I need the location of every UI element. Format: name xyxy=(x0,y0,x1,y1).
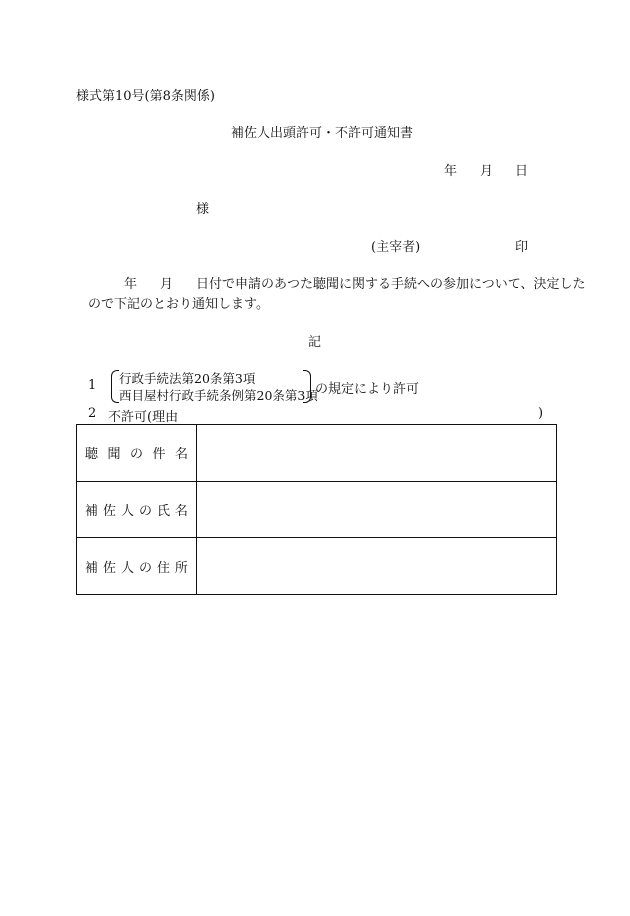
item-2-number: 2 xyxy=(88,406,97,421)
seal-mark: 印 xyxy=(515,240,529,255)
body-line2: ので下記のとおり通知します。 xyxy=(88,297,269,312)
label-char: の xyxy=(138,560,152,576)
ki-heading: 記 xyxy=(308,335,322,350)
label-char: の xyxy=(138,503,152,519)
info-table xyxy=(76,424,557,595)
label-char: 補 xyxy=(85,560,99,576)
table-row xyxy=(77,425,557,482)
label-char: 名 xyxy=(174,503,188,519)
label-char: 住 xyxy=(156,560,170,576)
item-1-suffix: の規定により許可 xyxy=(315,382,420,397)
label-char: 所 xyxy=(174,560,188,576)
right-brace xyxy=(303,370,311,403)
body-month: 月 xyxy=(160,277,174,292)
left-brace xyxy=(111,370,119,403)
label-assistant-name xyxy=(77,481,197,538)
value-assistant-name[interactable] xyxy=(197,481,557,538)
body-year: 年 xyxy=(124,277,138,292)
item-1-number: 1 xyxy=(88,378,97,393)
form-number: 様式第10号(第8条関係) xyxy=(76,89,215,104)
body-line1: 日付で申請のあつた聴聞に関する手続への参加について、決定した xyxy=(196,277,586,292)
label-char: 聞 xyxy=(107,447,121,463)
table-row xyxy=(77,538,557,595)
item-2-text: 不許可(理由 xyxy=(108,410,179,425)
sender-role: (主宰者) xyxy=(371,240,421,255)
value-assistant-address[interactable] xyxy=(197,538,557,595)
label-char: 佐 xyxy=(102,560,116,576)
date-day: 日 xyxy=(515,164,529,179)
label-char: の xyxy=(129,447,143,463)
law-b: 西目屋村行政手続条例第20条第3項 xyxy=(119,388,318,403)
label-assistant-address xyxy=(77,538,197,595)
label-char: 人 xyxy=(120,560,134,576)
label-char: 氏 xyxy=(156,503,170,519)
item-2-close: ) xyxy=(538,406,544,421)
label-char: 名 xyxy=(174,447,188,463)
document-title: 補佐人出頭許可・不許可通知書 xyxy=(231,126,414,141)
label-char: 佐 xyxy=(102,503,116,519)
law-a: 行政手続法第20条第3項 xyxy=(119,371,256,386)
table-row xyxy=(77,481,557,538)
date-year: 年 xyxy=(444,164,458,179)
label-char: 件 xyxy=(152,447,166,463)
value-hearing-name[interactable] xyxy=(197,425,557,482)
label-char: 聴 xyxy=(85,447,99,463)
addressee-suffix: 様 xyxy=(196,202,210,217)
label-char: 補 xyxy=(85,503,99,519)
label-char: 人 xyxy=(120,503,134,519)
date-month: 月 xyxy=(480,164,494,179)
label-hearing-name xyxy=(77,425,197,482)
